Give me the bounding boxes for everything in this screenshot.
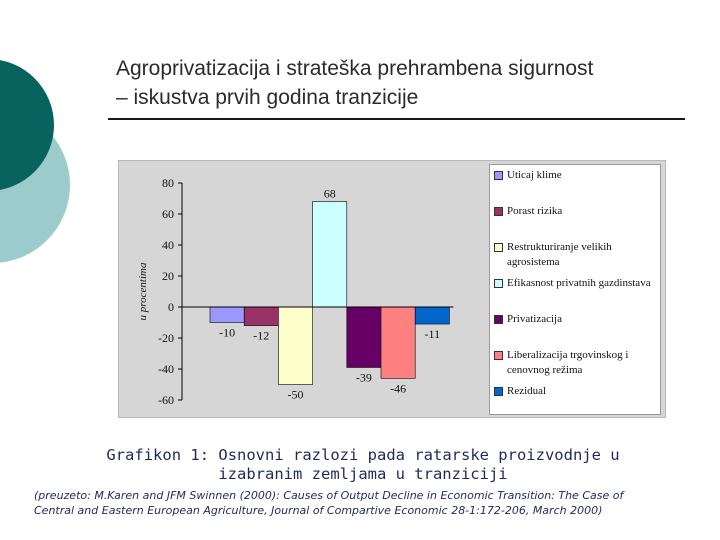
bar-chart: [119, 161, 487, 417]
legend-swatch: [494, 387, 503, 396]
source-line-2: Central and Eastern European Agriculture, Journal of Compartive Economic 28-1:172-206, March 2000): [34, 504, 603, 517]
source-citation: [34, 488, 704, 518]
caption-line-1: Grafikon 1: Osnovni razlozi pada ratarske proizvodnje u: [106, 446, 620, 464]
legend-swatch: [494, 315, 503, 324]
y-tick-label: 60: [162, 207, 174, 221]
bar-3: [278, 307, 312, 385]
chart-legend: [489, 164, 661, 415]
legend-label: Restrukturiranje velikih agrosistema: [507, 241, 612, 268]
chart-caption: [40, 446, 686, 484]
legend-label: Privatizacija: [507, 313, 562, 325]
y-tick-label: 40: [162, 238, 174, 252]
legend-swatch: [494, 207, 503, 216]
bar-value-label: -11: [424, 327, 441, 342]
slide-title: [116, 54, 686, 112]
source-line-1: (preuzeto: M.Karen and JFM Swinnen (2000): Causes of Output Decline in Economic Transition: The Case of: [34, 489, 624, 502]
y-tick-label: -60: [158, 393, 174, 407]
decorative-circles: [0, 0, 110, 300]
bar-value-label: -10: [219, 325, 236, 340]
bar-value-label: 68: [323, 186, 336, 201]
legend-label: Rezidual: [507, 385, 547, 397]
y-tick-label: 0: [168, 300, 174, 314]
y-tick-label: 20: [162, 269, 174, 283]
bar-4: [313, 202, 347, 307]
y-tick-label: -20: [158, 331, 174, 345]
bar-1: [210, 307, 244, 323]
legend-swatch: [494, 279, 503, 288]
y-tick-label: -40: [158, 362, 174, 376]
bar-6: [381, 307, 415, 378]
y-axis-title: u procentima: [137, 262, 149, 321]
bar-7: [415, 307, 449, 324]
legend-swatch: [494, 171, 503, 180]
legend-label: Efikasnost privatnih gazdinstava: [507, 277, 651, 289]
title-divider: [108, 118, 685, 120]
bar-value-label: -46: [390, 381, 407, 396]
bar-5: [347, 307, 381, 367]
legend-label: Uticaj klime: [507, 169, 562, 181]
y-tick-label: 80: [162, 176, 174, 190]
slide-title-line-2: – iskustva prvih godina tranzicije: [116, 86, 419, 109]
bar-value-label: -39: [355, 370, 372, 385]
caption-line-2: izabranim zemljama u tranziciji: [218, 465, 508, 483]
legend-swatch: [494, 351, 503, 360]
legend-label: Porast rizika: [507, 205, 563, 217]
bar-value-label: -50: [287, 387, 304, 402]
bar-value-label: -12: [253, 328, 270, 343]
slide-title-line-1: Agroprivatizacija i strateška prehrambena sigurnost: [116, 57, 594, 80]
legend-label: Liberalizacija trgovinskog i cenovnog režima: [507, 349, 629, 376]
legend-swatch: [494, 243, 503, 252]
bar-2: [244, 307, 278, 326]
